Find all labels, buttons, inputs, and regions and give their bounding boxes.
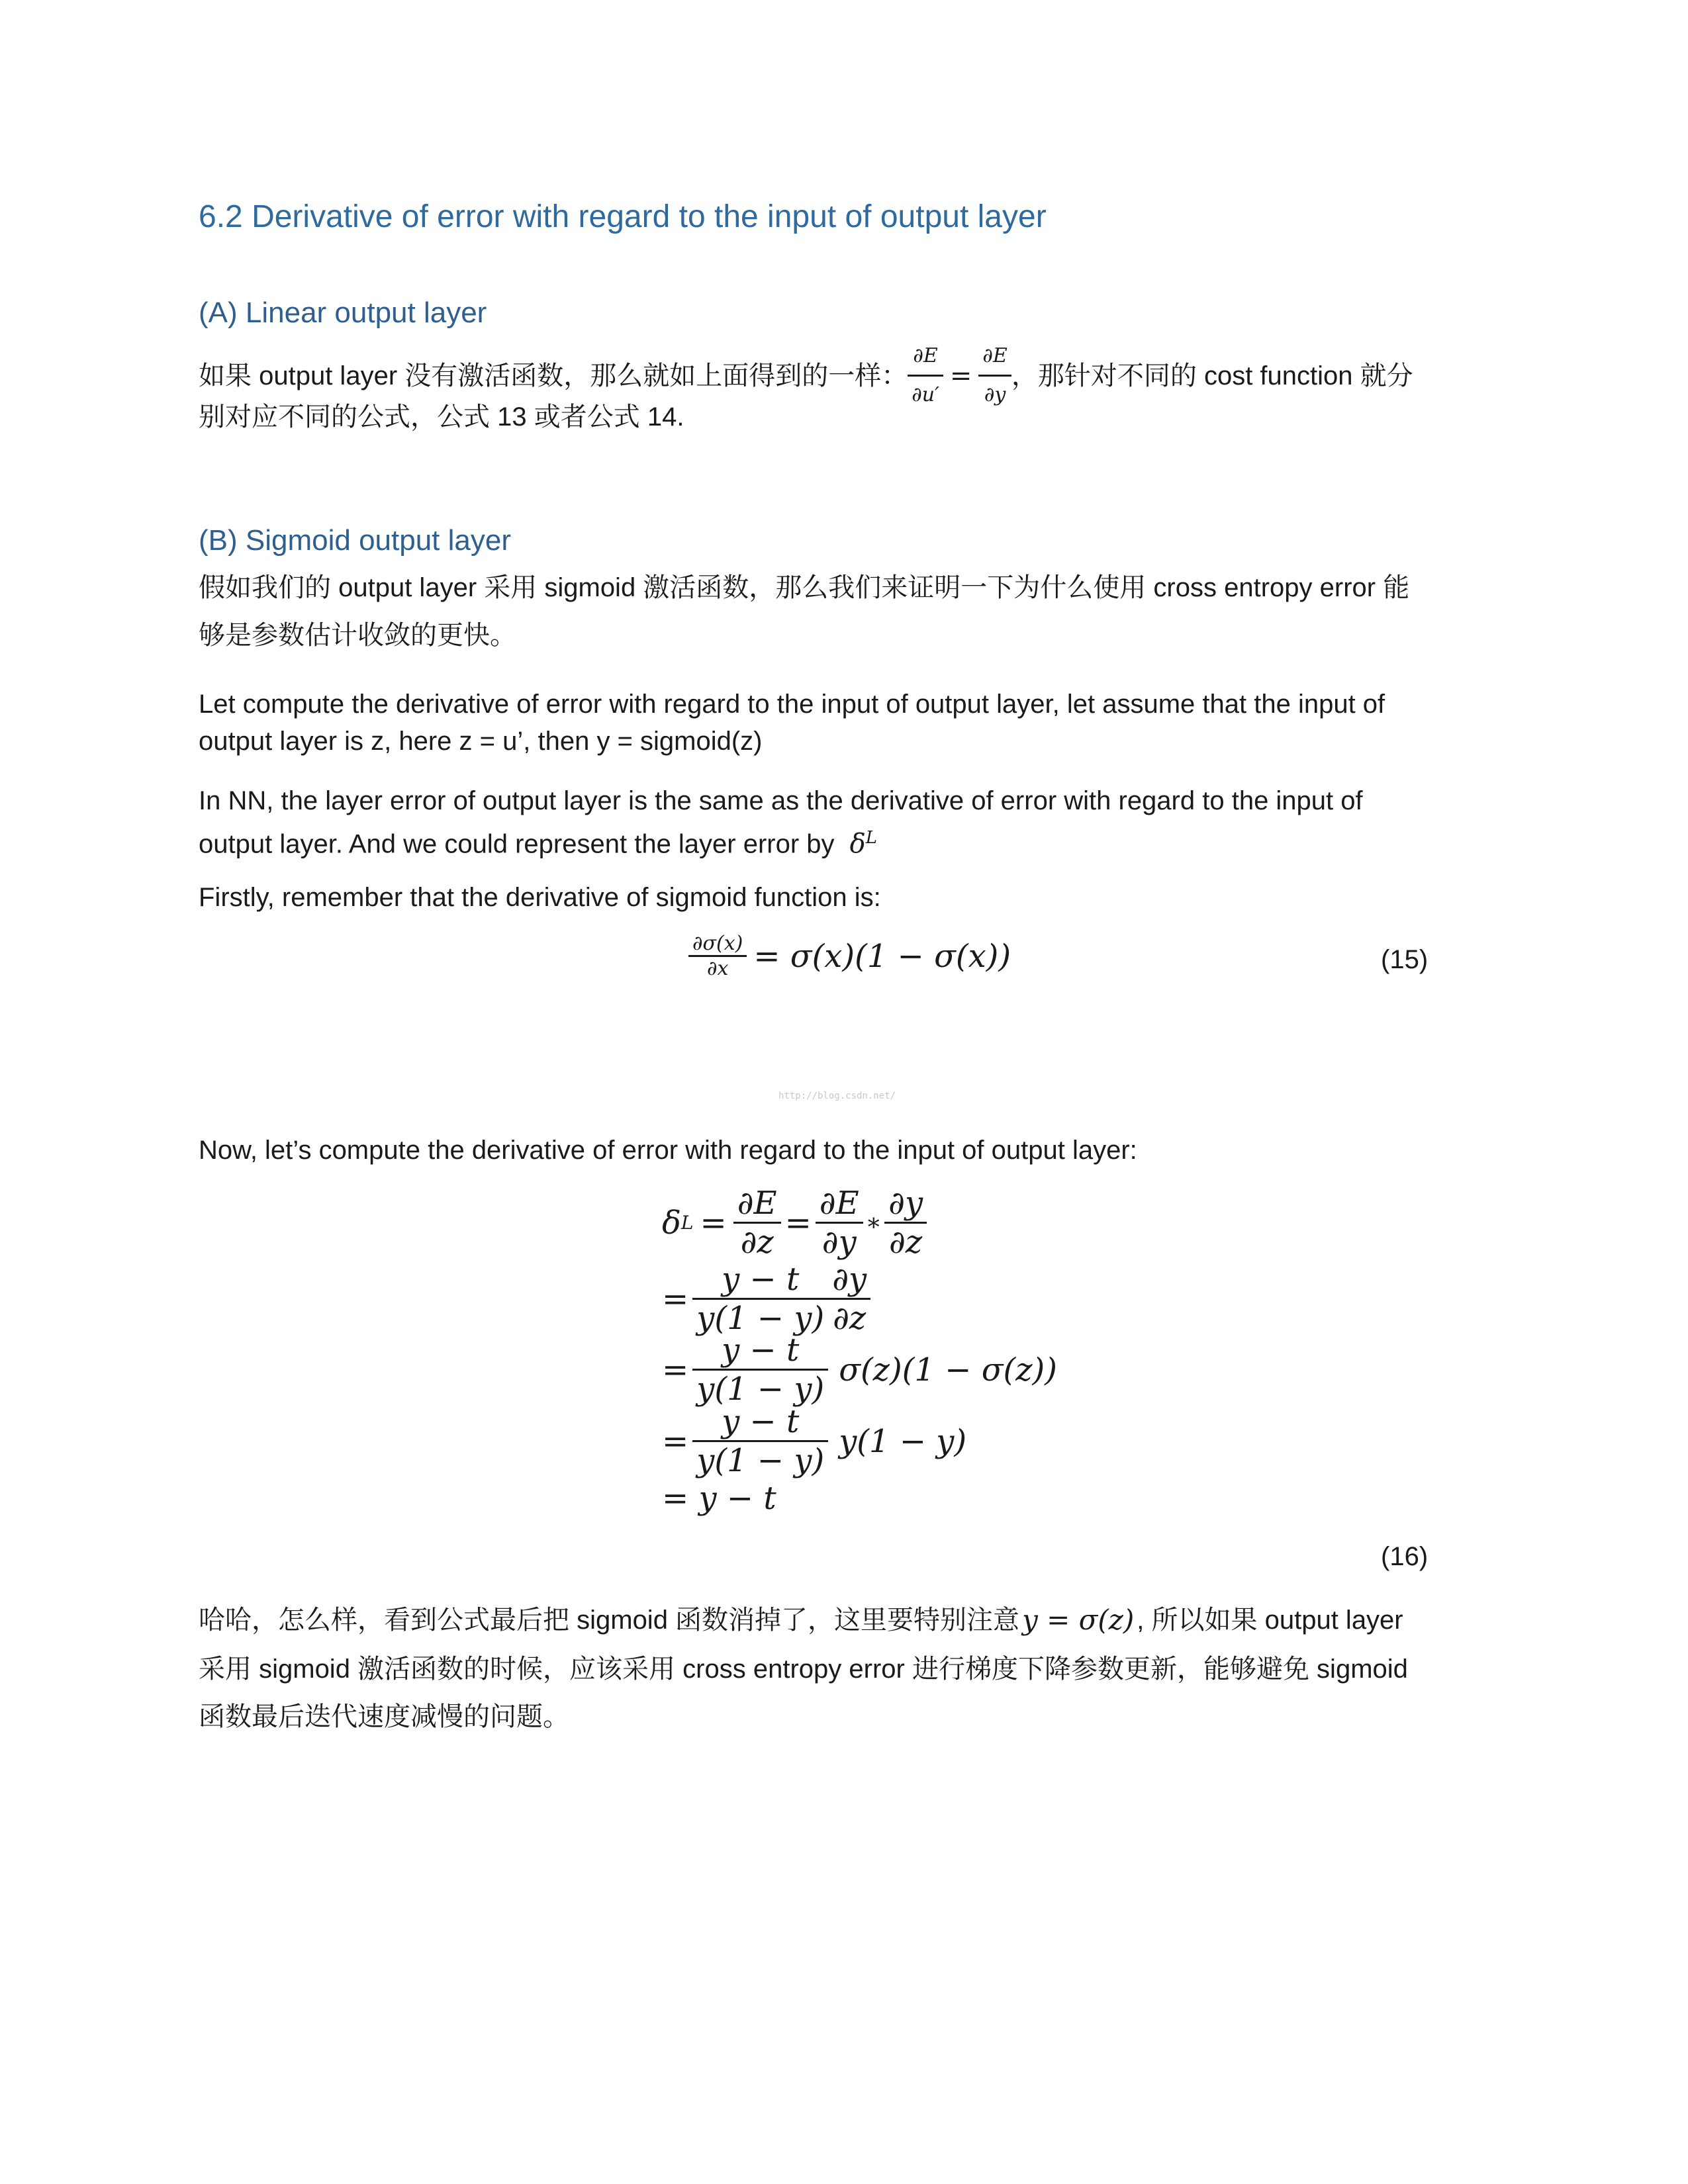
delta-symbol: δ — [849, 829, 866, 860]
paragraph-conclusion-line1 — [199, 1602, 1403, 1639]
equation-15 — [688, 932, 1011, 980]
paragraph-sigmoid-cn-line2: 够是参数估计收敛的更快。 — [199, 621, 516, 650]
fraction-dy-dz — [828, 1261, 870, 1337]
paragraph-compute-line1: Let compute the derivative of error with regard to the input of output layer, let assume that the input of — [199, 690, 1385, 719]
sigmoid-derivative-term: σ(z)(1 − σ(z)) — [839, 1351, 1057, 1388]
fraction-numerator: y − t — [722, 1403, 800, 1440]
section-title: 6.2 Derivative of error with regard to the input of output layer — [199, 199, 1047, 234]
fraction-dy-dz — [884, 1185, 927, 1261]
fraction-denominator: ∂u′ — [912, 383, 939, 406]
multiply-sign: ∗ — [865, 1209, 882, 1236]
fraction-denominator: y(1 − y) — [696, 1442, 825, 1479]
paragraph-conclusion-line2: 采用 sigmoid 激活函数的时候，应该采用 cross entropy error 进行梯度下降参数更新，能够避免 sigmoid — [199, 1655, 1408, 1684]
fraction-denominator: y(1 − y) — [696, 1300, 825, 1337]
fraction-numerator: y − t — [722, 1261, 800, 1298]
fraction-denominator: ∂y — [821, 1224, 857, 1261]
equals-sign: = — [662, 1280, 689, 1318]
fraction-dE-du — [908, 338, 943, 414]
fraction-numerator: y − t — [722, 1332, 800, 1369]
equals-sign: = — [784, 1204, 812, 1242]
fraction-denominator: ∂x — [706, 957, 729, 980]
fraction-numerator: ∂E — [982, 344, 1008, 367]
fraction-denominator: ∂y — [984, 383, 1006, 406]
fraction-y-minus-t — [692, 1332, 828, 1408]
fraction-numerator: ∂E — [819, 1185, 859, 1222]
paragraph-compute-line2: output layer is z, here z = u’, then y = sigmoid(z) — [199, 727, 763, 756]
equals-sign: = — [700, 1204, 727, 1242]
equals-sign: = — [949, 360, 972, 391]
delta-symbol: δ — [662, 1204, 681, 1242]
watermark-url: http://blog.csdn.net/ — [778, 1091, 896, 1101]
fraction-dE-dy — [978, 338, 1011, 414]
equation-number-16: (16) — [1381, 1542, 1429, 1571]
paragraph-firstly: Firstly, remember that the derivative of sigmoid function is: — [199, 883, 881, 912]
subheading-sigmoid-output-layer: (B) Sigmoid output layer — [199, 524, 511, 557]
fraction-numerator: ∂E — [913, 344, 938, 367]
text-segment: 如果 output layer 没有激活函数，那么就如上面得到的一样： — [199, 361, 908, 390]
delta-superscript: L — [680, 1212, 694, 1234]
text-segment: , 所以如果 output layer — [1137, 1606, 1403, 1635]
paragraph-now-compute: Now, let’s compute the derivative of error with regard to the input of output layer: — [199, 1136, 1137, 1165]
subheading-linear-output-layer: (A) Linear output layer — [199, 296, 487, 329]
equation-16-row4 — [662, 1403, 966, 1479]
equation-16-row5 — [662, 1480, 776, 1517]
final-result: = y − t — [662, 1480, 776, 1517]
fraction-numerator: ∂y — [832, 1261, 867, 1298]
equation-rhs: = σ(x)(1 − σ(x)) — [753, 937, 1011, 975]
text-segment: 哈哈，怎么样，看到公式最后把 sigmoid 函数消掉了，这里要特别注意 — [199, 1606, 1020, 1635]
equation-number-15: (15) — [1381, 945, 1429, 974]
inline-math-y-sigma-z: y = σ(z) — [1022, 1604, 1135, 1636]
text-segment: output layer. And we could represent the layer error by — [199, 829, 835, 859]
equation-16-row2 — [662, 1261, 870, 1337]
paragraph-layer-error-line2 — [199, 819, 877, 862]
fraction-denominator: ∂z — [833, 1300, 867, 1337]
fraction-dE-dy — [816, 1185, 863, 1261]
paragraph-layer-error-line1: In NN, the layer error of output layer is the same as the derivative of error with regard to the input of — [199, 786, 1363, 815]
fraction-denominator: ∂z — [889, 1224, 923, 1261]
paragraph-linear-line2: 别对应不同的公式，公式 13 或者公式 14. — [199, 402, 684, 432]
text-segment: ，那针对不同的 cost function 就分 — [1011, 361, 1413, 390]
fraction-y-minus-t — [692, 1403, 828, 1479]
equation-16-row3 — [662, 1332, 1057, 1408]
fraction-y-minus-t — [692, 1261, 828, 1337]
paragraph-conclusion-line3: 函数最后迭代速度减慢的问题。 — [199, 1702, 569, 1731]
fraction-dE-dz — [733, 1185, 781, 1261]
equals-sign: = — [662, 1351, 689, 1388]
paragraph-sigmoid-cn-line1: 假如我们的 output layer 采用 sigmoid 激活函数，那么我们来证明一下为什么使用 cross entropy error 能 — [199, 573, 1410, 602]
fraction-denominator: ∂z — [740, 1224, 774, 1261]
equals-sign: = — [662, 1422, 689, 1460]
fraction-numerator: ∂σ(x) — [692, 932, 743, 955]
equation-16-row1 — [662, 1185, 927, 1261]
fraction-numerator: ∂E — [737, 1185, 777, 1222]
fraction-numerator: ∂y — [888, 1185, 923, 1222]
fraction-denominator: y(1 − y) — [696, 1371, 825, 1408]
y-one-minus-y-term: y(1 − y) — [839, 1422, 967, 1460]
fraction-dsigma-dx — [688, 932, 747, 980]
delta-superscript: L — [865, 828, 878, 848]
